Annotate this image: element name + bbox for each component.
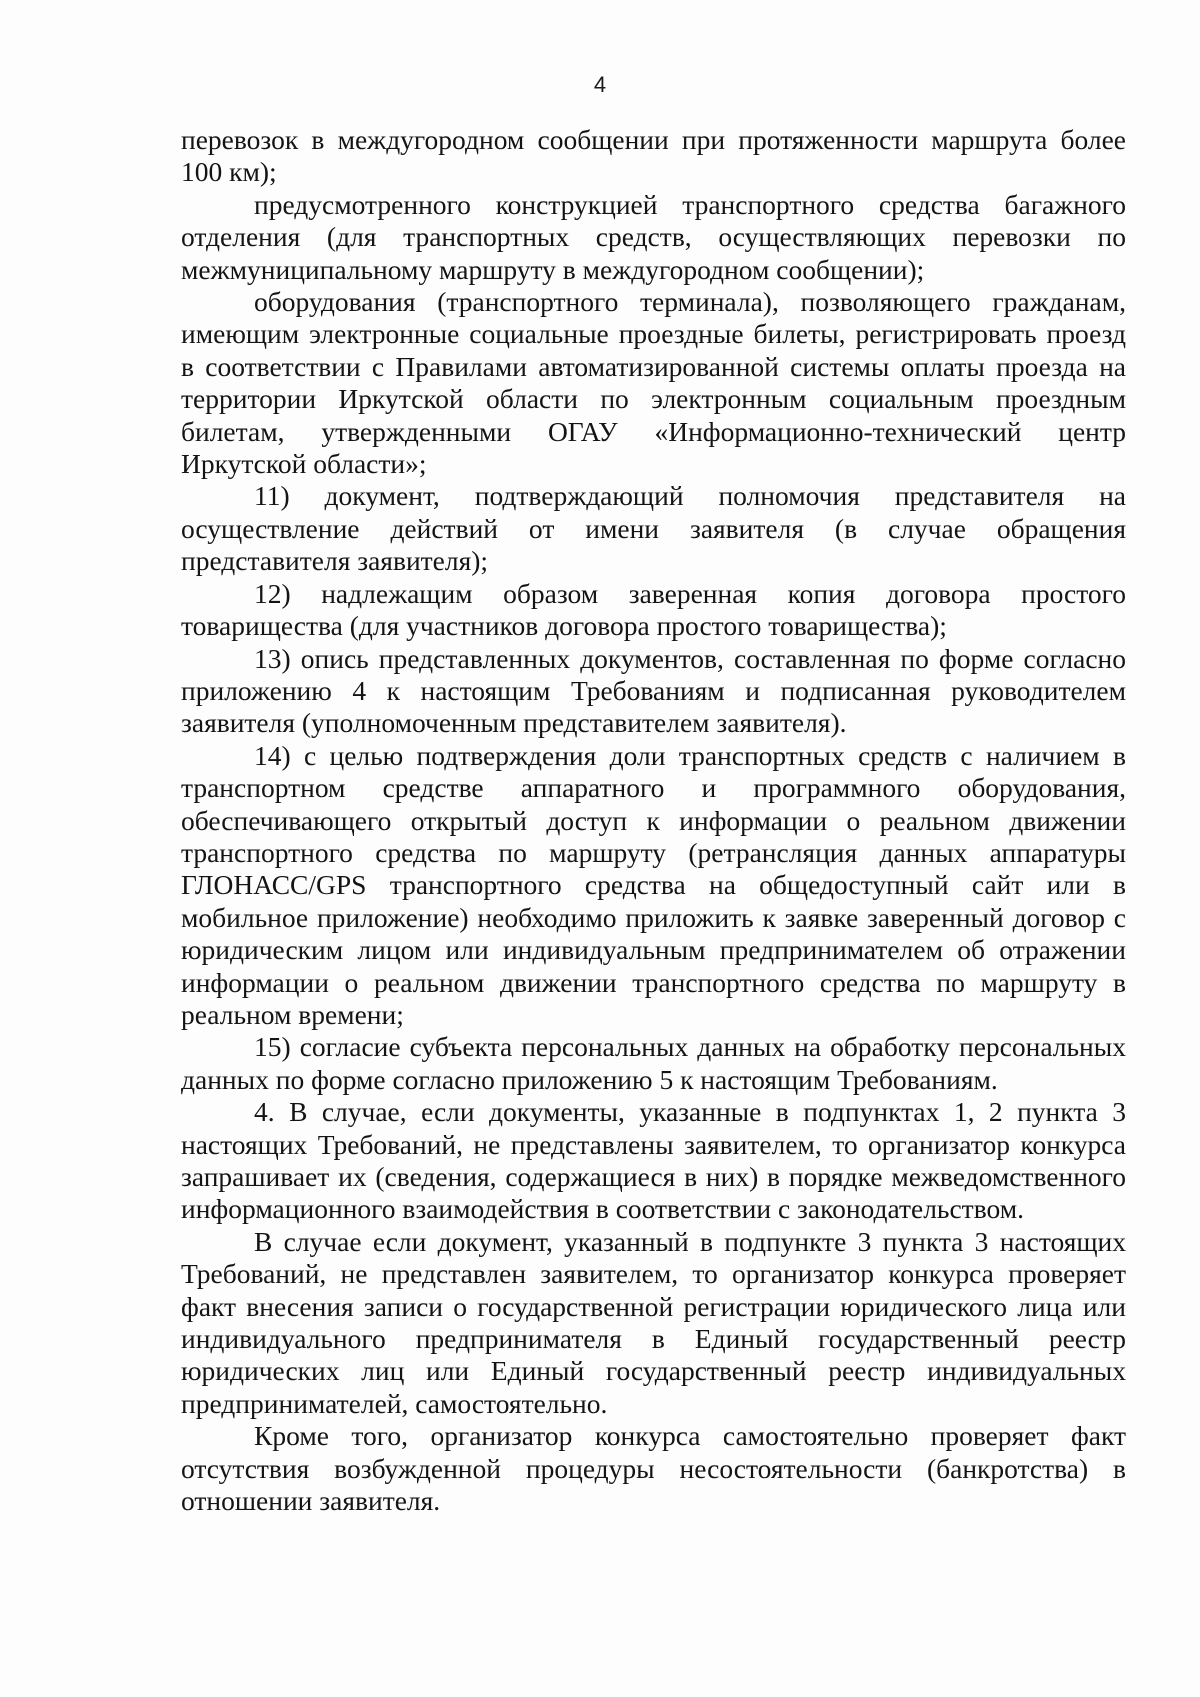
paragraph-transport-terminal: оборудования (транспортного терминала), позволяющего гражданам, имеющим электронные социальные проездные билеты, регистрировать проезд в соответствии с Правилами автоматизированной системы оплаты проезда на территории Иркутской области по электронным социальным проездным билетам, утвержденными ОГАУ «Информационно-технический центр Иркутской области»; xyxy=(181,286,1126,480)
paragraph-continuation: перевозок в междугородном сообщении при протяженности маршрута более 100 км); xyxy=(181,124,1126,188)
document-body xyxy=(181,124,1126,1517)
paragraph-item-13: 13) опись представленных документов, составленная по форме согласно приложению 4 к настоящим Требованиям и подписанная руководителем заявителя (уполномоченным представителем заявителя). xyxy=(181,642,1126,739)
paragraph-item-15: 15) согласие субъекта персональных данных на обработку персональных данных по форме согласно приложению 5 к настоящим Требованиям. xyxy=(181,1031,1126,1095)
page-number: 4 xyxy=(593,72,607,97)
paragraph-item-12: 12) надлежащим образом заверенная копия договора простого товарищества (для участников договора простого товарищества); xyxy=(181,577,1126,642)
paragraph-state-registry: В случае если документ, указанный в подпункте 3 пункта 3 настоящих Требований, не представлен заявителем, то организатор конкурса проверяет факт внесения записи о государственной регистрации юридического лица или индивидуального предпринимателя в Единый государственный реестр юридических лиц или Единый государственный реестр индивидуальных предпринимателей, самостоятельно. xyxy=(181,1225,1126,1419)
paragraph-item-11: 11) документ, подтверждающий полномочия представителя на осуществление действий от имени заявителя (в случае обращения представителя заявителя); xyxy=(181,480,1126,577)
paragraph-section-4: 4. В случае, если документы, указанные в подпунктах 1, 2 пункта 3 настоящих Требований, не представлены заявителем, то организатор конкурса запрашивает их (сведения, содержащиеся в них) в порядке межведомственного информационного взаимодействия в соответствии с законодательством. xyxy=(181,1096,1126,1225)
paragraph-luggage-compartment: предусмотренного конструкцией транспортного средства багажного отделения (для транспортных средств, осуществляющих перевозки по межмуниципальному маршруту в междугородном сообщении); xyxy=(181,188,1126,285)
paragraph-item-14: 14) с целью подтверждения доли транспортных средств с наличием в транспортном средстве аппаратного и программного оборудования, обеспечивающего открытый доступ к информации о реальном движении транспортного средства по маршруту (ретрансляция данных аппаратуры ГЛОНАСС/GPS транспортного средства на общедоступный сайт или в мобильное приложение) необходимо приложить к заявке заверенный договор с юридическим лицом или индивидуальным предпринимателем об отражении информации о реальном движении транспортного средства по маршруту в реальном времени; xyxy=(181,739,1126,1030)
paragraph-bankruptcy-check: Кроме того, организатор конкурса самостоятельно проверяет факт отсутствия возбужденной процедуры несостоятельности (банкротства) в отношении заявителя. xyxy=(181,1420,1126,1517)
